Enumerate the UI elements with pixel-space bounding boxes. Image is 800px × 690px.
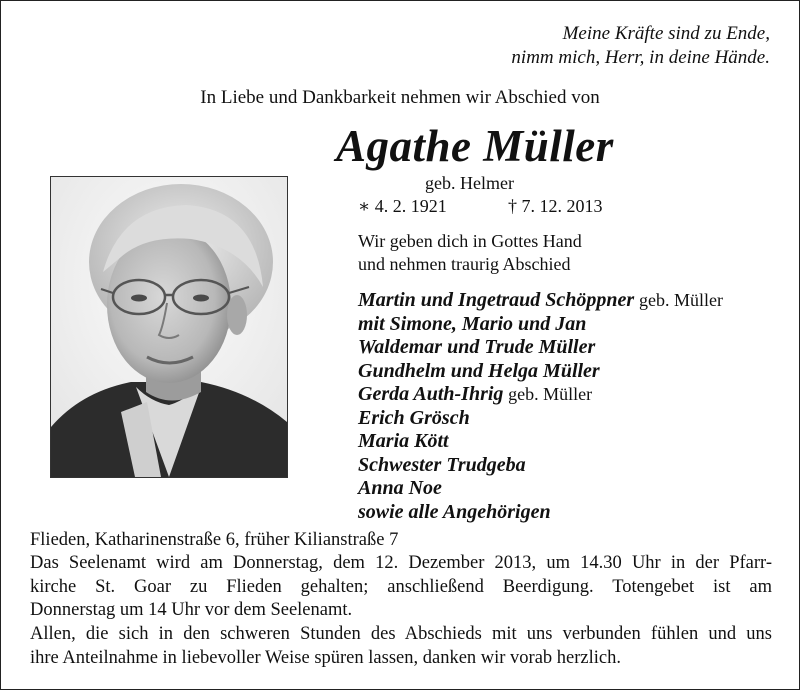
motto-line-2: nimm mich, Herr, in deine Hände.	[511, 47, 770, 68]
mourner-entry	[358, 313, 723, 337]
mourner-name: Gundhelm und Helga Müller	[358, 359, 600, 382]
mourner-entry	[358, 454, 723, 478]
motto-line-1: Meine Kräfte sind zu Ende,	[562, 23, 770, 44]
verse-line-1: Wir geben dich in Gottes Hand	[358, 231, 582, 251]
mourner-note: geb. Müller	[508, 384, 593, 404]
birth-date: ∗ 4. 2. 1921	[358, 196, 447, 216]
service-announcement	[30, 552, 772, 623]
mourner-name: Schwester Trudgeba	[358, 453, 526, 476]
mourner-entry	[358, 360, 723, 384]
mourner-note: geb. Müller	[638, 290, 723, 310]
service-line-2: kirche St. Goar zu Flieden gehalten; anschließend Beerdigung. Totengebet ist am	[30, 576, 772, 597]
verse-line-2: und nehmen traurig Abschied	[358, 254, 571, 274]
mourner-entry	[358, 383, 723, 407]
mourner-entry	[358, 289, 723, 313]
service-line-3: Donnerstag um 14 Uhr vor dem Seelenamt.	[30, 600, 353, 620]
maiden-name: geb. Helmer	[425, 173, 514, 193]
mourner-name: Erich Grösch	[358, 406, 470, 429]
mourner-entry	[358, 430, 723, 454]
death-date: † 7. 12. 2013	[508, 196, 603, 216]
portrait-photo	[50, 176, 288, 478]
deceased-name: Agathe Müller	[336, 121, 614, 171]
mourner-name: Maria Kött	[358, 430, 449, 452]
service-line-1: Das Seelenamt wird am Donnerstag, dem 12. Dezember 2013, um 14.30 Uhr in der Pfarr-	[30, 553, 772, 573]
motto-verse	[511, 22, 770, 70]
intro-text: In Liebe und Dankbarkeit nehmen wir Abschied von	[200, 87, 600, 108]
mourner-name: Waldemar und Trude Müller	[358, 336, 596, 358]
thanks-paragraph	[30, 623, 772, 670]
mourner-name: Martin und Ingetraud Schöppner	[358, 289, 635, 311]
mourner-name: mit Simone, Mario und Jan	[358, 312, 587, 335]
address-line: Flieden, Katharinenstraße 6, früher Kilianstraße 7	[30, 530, 399, 550]
mourner-name: Gerda Auth-Ihrig	[358, 383, 504, 405]
mourner-name: sowie alle Angehörigen	[358, 500, 551, 523]
mourners-list	[358, 289, 723, 524]
mourner-entry	[358, 477, 723, 501]
thanks-line-2: ihre Anteilnahme in liebevoller Weise spüren lassen, danken wir vorab herzlich.	[30, 647, 622, 668]
mourner-entry	[358, 501, 723, 525]
farewell-verse	[358, 230, 582, 276]
thanks-line-1: Allen, die sich in den schweren Stunden des Abschieds mit uns verbunden fühlen und uns	[30, 624, 772, 644]
mourner-entry	[358, 336, 723, 360]
mourner-entry	[358, 407, 723, 431]
mourner-name: Anna Noe	[358, 477, 442, 499]
